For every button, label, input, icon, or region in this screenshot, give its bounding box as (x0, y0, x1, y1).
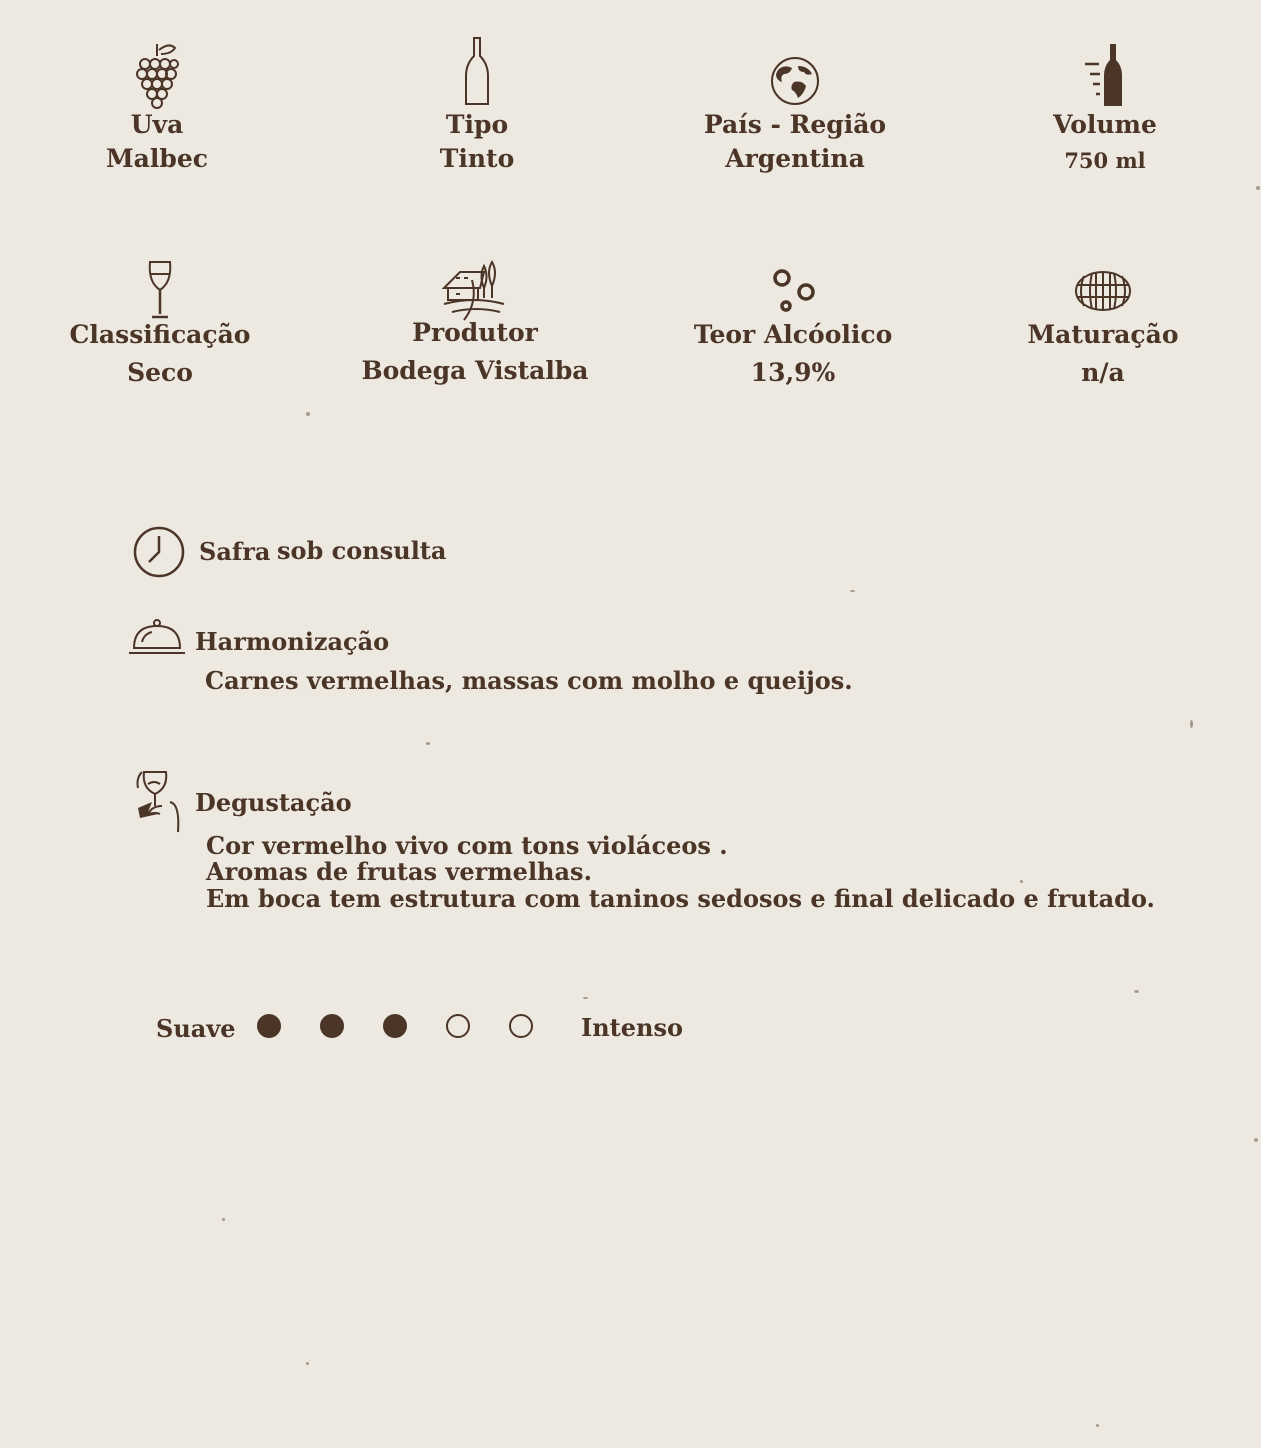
attribute-grape (27, 40, 287, 180)
harmonization-label: Harmonização (195, 627, 390, 656)
bubbles-icon (770, 268, 816, 314)
cloche-icon (128, 618, 186, 656)
attribute-classification (30, 258, 290, 398)
wine-glass-icon (147, 260, 173, 320)
attribute-label: Volume (1053, 110, 1157, 139)
tasting-hand-icon (134, 768, 182, 836)
attribute-maturation (973, 258, 1233, 398)
attribute-label: Tipo (445, 110, 509, 139)
attribute-value: 13,9% (750, 358, 836, 387)
intensity-dot-filled (320, 1014, 344, 1038)
intensity-dot-filled (383, 1014, 407, 1038)
globe-icon (770, 56, 820, 106)
bottle-volume-icon (1083, 42, 1127, 108)
intensity-dot-empty (509, 1014, 533, 1038)
intensity-dot-filled (257, 1014, 281, 1038)
intensity-min-label: Suave (156, 1014, 236, 1043)
safra-value: sob consulta (277, 536, 447, 565)
tasting-label: Degustação (195, 788, 352, 817)
attribute-value: n/a (1081, 358, 1125, 387)
attribute-value: Argentina (725, 144, 865, 173)
winery-icon (442, 258, 508, 322)
safra-label: Safra (199, 537, 271, 566)
tasting-line: Cor vermelho vivo com tons violáceos . (206, 831, 728, 860)
attribute-value: Bodega Vistalba (361, 356, 589, 385)
attribute-label: País - Região (703, 110, 887, 139)
attribute-volume (975, 40, 1235, 180)
grape-icon (134, 42, 180, 108)
attribute-value: Tinto (439, 144, 515, 173)
attribute-country-region (665, 40, 925, 180)
barrel-icon (1074, 270, 1132, 312)
tasting-line: Em boca tem estrutura com taninos sedosos e final delicado e frutado. (206, 884, 1155, 913)
attribute-value: Malbec (106, 144, 208, 173)
attribute-value: 750 ml (1064, 148, 1146, 173)
bottle-outline-icon (465, 36, 489, 106)
attribute-label: Produtor (412, 318, 538, 347)
attribute-label: Maturação (1027, 320, 1179, 349)
intensity-max-label: Intenso (581, 1013, 683, 1042)
attribute-type (347, 40, 607, 180)
attribute-value: Seco (127, 358, 193, 387)
clock-icon (133, 526, 185, 578)
harmonization-text: Carnes vermelhas, massas com molho e queijos. (205, 666, 853, 695)
attribute-producer (345, 258, 605, 398)
attribute-label: Classificação (69, 320, 251, 349)
tasting-line: Aromas de frutas vermelhas. (206, 857, 592, 886)
attribute-alcohol (663, 258, 923, 398)
attribute-label: Teor Alcóolico (693, 320, 893, 349)
attribute-label: Uva (130, 110, 184, 139)
intensity-dot-empty (446, 1014, 470, 1038)
